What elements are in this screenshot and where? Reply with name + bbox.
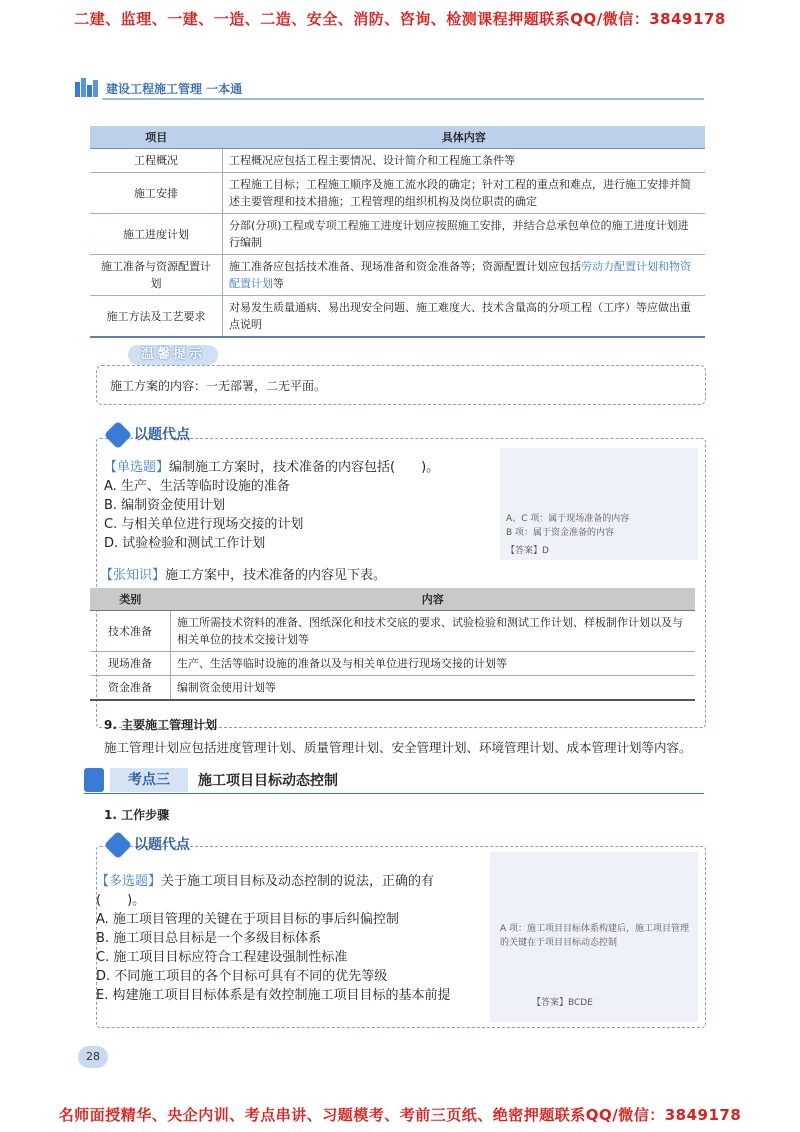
bottom-banner: 名师面授精华、央企内训、考点串讲、习题模考、考前三页纸、绝密押题联系QQ/微信：3849178 bbox=[58, 1106, 742, 1124]
table-row bbox=[90, 611, 695, 652]
option-d: D. 试验检验和测试工作计划 bbox=[104, 536, 266, 551]
table2-cell-cat: 技术准备 bbox=[90, 611, 171, 652]
table2-cell-cat: 现场准备 bbox=[90, 652, 171, 676]
top-banner: 二建、监理、一建、一造、二造、安全、消防、咨询、检测课程押题联系QQ/微信：3849178 bbox=[74, 10, 726, 28]
pencil-icon bbox=[104, 831, 132, 859]
side-note: A、C 项：属于现场准备的内容 bbox=[506, 514, 630, 524]
question-2 bbox=[96, 872, 482, 1005]
table1-cell-item: 施工准备与资源配置计划 bbox=[90, 255, 223, 296]
table1-cell-item: 施工安排 bbox=[90, 173, 223, 214]
key-point-rule bbox=[84, 793, 704, 794]
key-point-title: 施工项目目标动态控制 bbox=[198, 773, 338, 789]
example-tag-2 bbox=[108, 834, 190, 860]
table1-header-item: 项目 bbox=[90, 126, 223, 149]
document-icon bbox=[84, 768, 104, 792]
option-a: A. 生产、生活等临时设施的准备 bbox=[104, 479, 290, 494]
table1-cell-item: 工程概况 bbox=[90, 149, 223, 173]
table2-cell-cat: 资金准备 bbox=[90, 676, 171, 701]
table1-cell-content: 工程施工目标；工程施工顺序及施工流水段的确定；针对工程的重点和难点，进行施工安排并简述主要管理和技术措施；工程管理的组织机构及岗位职责的确定 bbox=[223, 173, 706, 214]
option-c: C. 与相关单位进行现场交接的计划 bbox=[104, 517, 304, 532]
side-notes-1 bbox=[506, 512, 696, 558]
table1-header-content: 具体内容 bbox=[223, 126, 706, 149]
tech-prep-table bbox=[90, 588, 695, 701]
table-row bbox=[90, 173, 705, 214]
answer-2: 【答案】BCDE bbox=[532, 998, 593, 1008]
text-span: 施工准备应包括技术准备、现场准备和资金准备等；资源配置计划应包括 bbox=[229, 260, 581, 273]
text-span: 等 bbox=[273, 277, 284, 290]
table2-cell-content: 编制资金使用计划等 bbox=[171, 676, 696, 701]
table2-cell-content: 施工所需技术资料的准备、图纸深化和技术交底的要求、试验检验和测试工作计划、样板制作计划以及与相关单位的技术交接计划等 bbox=[171, 611, 696, 652]
option-a: A. 施工项目管理的关键在于项目目标的事后纠偏控制 bbox=[96, 912, 399, 927]
table-row bbox=[90, 676, 695, 701]
option-c: C. 施工项目目标应符合工程建设强制性标准 bbox=[96, 950, 348, 965]
pencil-icon bbox=[104, 421, 132, 449]
knowledge-label: 【张知识】 bbox=[100, 568, 166, 583]
example-tag-label: 以题代点 bbox=[134, 837, 190, 853]
section-9-text: 施工管理计划应包括进度管理计划、质量管理计划、安全管理计划、环境管理计划、成本管理计划等内容。 bbox=[104, 740, 692, 755]
page-header bbox=[74, 76, 704, 100]
option-d: D. 不同施工项目的各个目标可具有不同的优先等级 bbox=[96, 969, 388, 984]
side-note: B 项：属于资金准备的内容 bbox=[506, 528, 615, 538]
question-text: 关于施工项目目标及动态控制的说法，正确的有( )。 bbox=[96, 874, 435, 908]
table2-header-content: 内容 bbox=[171, 588, 696, 611]
question-type: 【多选题】 bbox=[96, 874, 162, 889]
question-type: 【单选题】 bbox=[104, 460, 170, 475]
table1-cell-content bbox=[223, 255, 706, 296]
tip-tag: 温馨提示 bbox=[128, 345, 218, 365]
header-rule bbox=[102, 98, 704, 100]
question-1 bbox=[104, 458, 504, 553]
option-b: B. 施工项目总目标是一个多级目标体系 bbox=[96, 931, 322, 946]
example-tag-1 bbox=[108, 424, 190, 450]
knowledge-text: 施工方案中，技术准备的内容见下表。 bbox=[165, 568, 387, 583]
plan-content-table bbox=[90, 126, 705, 338]
section-9-title: 9. 主要施工管理计划 bbox=[104, 718, 218, 732]
tip-text: 施工方案的内容：一无部署，二无平面。 bbox=[110, 379, 327, 393]
option-e: E. 构建施工项目目标体系是有效控制施工项目目标的基本前提 bbox=[96, 988, 451, 1003]
table1-cell-item: 施工进度计划 bbox=[90, 214, 223, 255]
key-point-bar bbox=[84, 766, 704, 794]
option-b: B. 编制资金使用计划 bbox=[104, 498, 226, 513]
question-text: 编制施工方案时，技术准备的内容包括( )。 bbox=[169, 460, 440, 475]
book-logo-icon bbox=[74, 76, 100, 98]
knowledge-line bbox=[100, 566, 386, 585]
table1-cell-content: 对易发生质量通病、易出现安全问题、施工难度大、技术含量高的分项工程（工序）等应做出重点说明 bbox=[223, 296, 706, 338]
table-row bbox=[90, 652, 695, 676]
book-title: 建设工程施工管理 一本通 bbox=[106, 82, 243, 96]
highlight-text: 劳动力配置计划和物资配置计划 bbox=[229, 260, 691, 290]
key-point-label: 考点三 bbox=[110, 768, 188, 792]
table1-cell-content: 工程概况应包括工程主要情况、设计简介和工程施工条件等 bbox=[223, 149, 706, 173]
step-title: 1. 工作步骤 bbox=[104, 808, 170, 822]
page-number: 28 bbox=[78, 1046, 108, 1068]
table1-cell-content: 分部(分项)工程或专项工程施工进度计划应按照施工安排，并结合总承包单位的施工进度计划进行编制 bbox=[223, 214, 706, 255]
table-row bbox=[90, 296, 705, 338]
table-row bbox=[90, 149, 705, 173]
table1-cell-item: 施工方法及工艺要求 bbox=[90, 296, 223, 338]
table-row bbox=[90, 214, 705, 255]
example-tag-label: 以题代点 bbox=[134, 427, 190, 443]
answer: 【答案】D bbox=[506, 546, 549, 556]
side-note-2: A 项：施工项目目标体系构建后，施工项目管理的关键在于项目目标动态控制 bbox=[500, 924, 690, 948]
table2-header-category: 类别 bbox=[90, 588, 171, 611]
table2-cell-content: 生产、生活等临时设施的准备以及与相关单位进行现场交接的计划等 bbox=[171, 652, 696, 676]
table-row bbox=[90, 255, 705, 296]
